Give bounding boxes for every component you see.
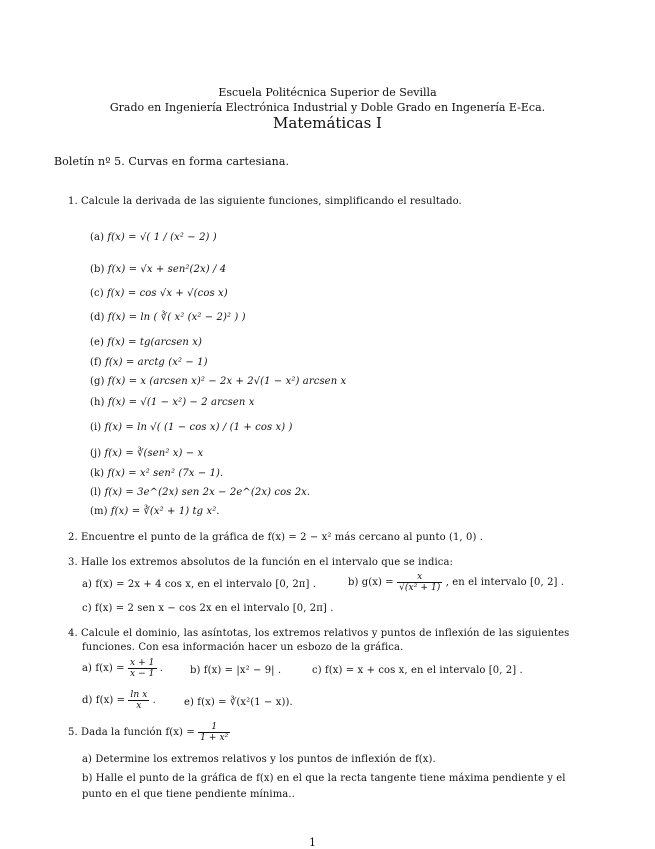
q1-item — [90, 506, 220, 517]
q1-item-label: (i) — [90, 422, 102, 433]
q5-prompt-pre: 5. Dada la función f(x) = — [68, 727, 195, 738]
q4-a-pre: a) f(x) = — [82, 663, 125, 674]
q1-item-expr: f(x) = arctg (x² − 1) — [105, 357, 208, 368]
q3-b-post: , en el intervalo [0, 2] . — [445, 577, 565, 588]
q4-d-post: . — [152, 695, 156, 706]
q1-item-label: (j) — [90, 448, 102, 459]
q4-d-num: ln x — [130, 690, 148, 700]
q1-item — [90, 397, 254, 408]
bulletin-title: Boletín nº 5. Curvas en forma cartesiana. — [54, 155, 290, 168]
q4-a-post: . — [159, 663, 164, 674]
q1-item — [90, 232, 217, 243]
q1-item — [90, 376, 346, 387]
q1-item-label: (k) — [90, 468, 105, 479]
q1-item-expr: f(x) = ln √( (1 − cos x) / (1 + cos x) ) — [104, 422, 293, 433]
q3-c: c) f(x) = 2 sen x − cos 2x en el intervalo [0, 2π] . — [82, 603, 334, 614]
q1-item — [90, 422, 293, 433]
q1-item-expr: f(x) = x (arcsen x)² − 2x + 2√(1 − x²) arcsen x — [107, 376, 347, 387]
q5-b-line1: b) Halle el punto de la gráfica de f(x) en el que la recta tangente tiene máxima pendiente y el — [82, 773, 566, 784]
page-number: 1 — [309, 836, 317, 849]
q1-item — [90, 264, 226, 275]
q1-item-expr: f(x) = x² sen² (7x − 1). — [107, 468, 224, 479]
q1-item-label: (h) — [90, 397, 105, 408]
q1-item-expr: f(x) = ln ( ∛( x² (x² − 2)² ) ) — [107, 312, 246, 323]
q1-item-expr: f(x) = cos √x + √(cos x) — [107, 288, 228, 299]
q1-item-label: (f) — [90, 357, 102, 368]
header-subject: Matemáticas I — [273, 114, 382, 132]
q1-item — [90, 312, 246, 323]
q4-d-den: x — [136, 701, 142, 711]
q4-d-pre: d) f(x) = — [82, 695, 126, 706]
q4-a — [82, 658, 163, 679]
q4-a-fraction — [128, 658, 157, 679]
q1-item — [90, 288, 228, 299]
q1-item — [90, 468, 223, 479]
q4-a-den: x − 1 — [129, 669, 155, 679]
q1-item-label: (e) — [90, 337, 105, 348]
q1-item — [90, 448, 203, 459]
q3-b-den: √(x² + 1) — [399, 583, 441, 593]
q3-b-pre: b) g(x) = — [348, 577, 394, 588]
q4-c: c) f(x) = x + cos x, en el intervalo [0, 2] . — [312, 665, 523, 676]
q2-prompt: 2. Encuentre el punto de la gráfica de f(x) = 2 − x² más cercano al punto (1, 0) . — [68, 532, 484, 543]
q1-item — [90, 337, 202, 348]
q4-e: e) f(x) = ∛(x²(1 − x)). — [184, 697, 293, 708]
q1-item-expr: f(x) = √x + sen²(2x) / 4 — [107, 264, 227, 275]
q5-prompt — [68, 722, 230, 743]
q4-b: b) f(x) = |x² − 9| . — [190, 665, 282, 676]
q1-item-expr: f(x) = ∛(sen² x) − x — [104, 448, 204, 459]
q1-item-label: (c) — [90, 288, 104, 299]
q1-item — [90, 357, 208, 368]
q5-fraction — [198, 722, 230, 743]
q1-item-label: (d) — [90, 312, 105, 323]
q1-item-label: (a) — [90, 232, 105, 243]
q4-prompt-line2: funciones. Con esa información hacer un esbozo de la gráfica. — [82, 642, 404, 653]
q4-d-fraction — [128, 690, 149, 711]
q1-item-label: (l) — [90, 487, 102, 498]
q1-item-expr: f(x) = √( 1 / (x² − 2) ) — [107, 232, 217, 243]
q5-den: 1 + x² — [200, 733, 229, 743]
q5-a: a) Determine los extremos relativos y los puntos de inflexión de f(x). — [82, 754, 436, 765]
q1-item-expr: f(x) = √(1 − x²) − 2 arcsen x — [107, 397, 255, 408]
header-school: Escuela Politécnica Superior de Sevilla — [218, 86, 437, 99]
q5-b-line2: punto en el que tiene pendiente mínima.. — [82, 789, 295, 800]
q3-b — [348, 572, 564, 593]
q1-item-label: (m) — [90, 506, 108, 517]
q1-prompt: 1. Calcule la derivada de las siguiente funciones, simplificando el resultado. — [68, 196, 462, 207]
q5-num: 1 — [198, 722, 230, 733]
q4-d — [82, 690, 156, 711]
header-degree: Grado en Ingeniería Electrónica Industrial y Doble Grado en Ingenería E-Eca. — [109, 101, 546, 114]
q3-a: a) f(x) = 2x + 4 cos x, en el intervalo [0, 2π] . — [82, 579, 317, 590]
q4-prompt-line1: 4. Calcule el dominio, las asíntotas, los extremos relativos y puntos de inflexión de las siguientes — [68, 628, 570, 639]
q1-item-expr: f(x) = tg(arcsen x) — [107, 337, 202, 348]
q1-item-label: (b) — [90, 264, 105, 275]
q1-item-expr: f(x) = ∛(x² + 1) tg x². — [110, 506, 220, 517]
q1-item-expr: f(x) = 3e^(2x) sen 2x − 2e^(2x) cos 2x. — [104, 487, 311, 498]
q3-prompt: 3. Halle los extremos absolutos de la función en el intervalo que se indica: — [68, 557, 454, 568]
q3-b-num: x — [397, 572, 442, 583]
q1-item-label: (g) — [90, 376, 105, 387]
q3-b-fraction — [397, 572, 442, 593]
q4-a-num: x + 1 — [129, 658, 155, 668]
q1-item — [90, 487, 310, 498]
